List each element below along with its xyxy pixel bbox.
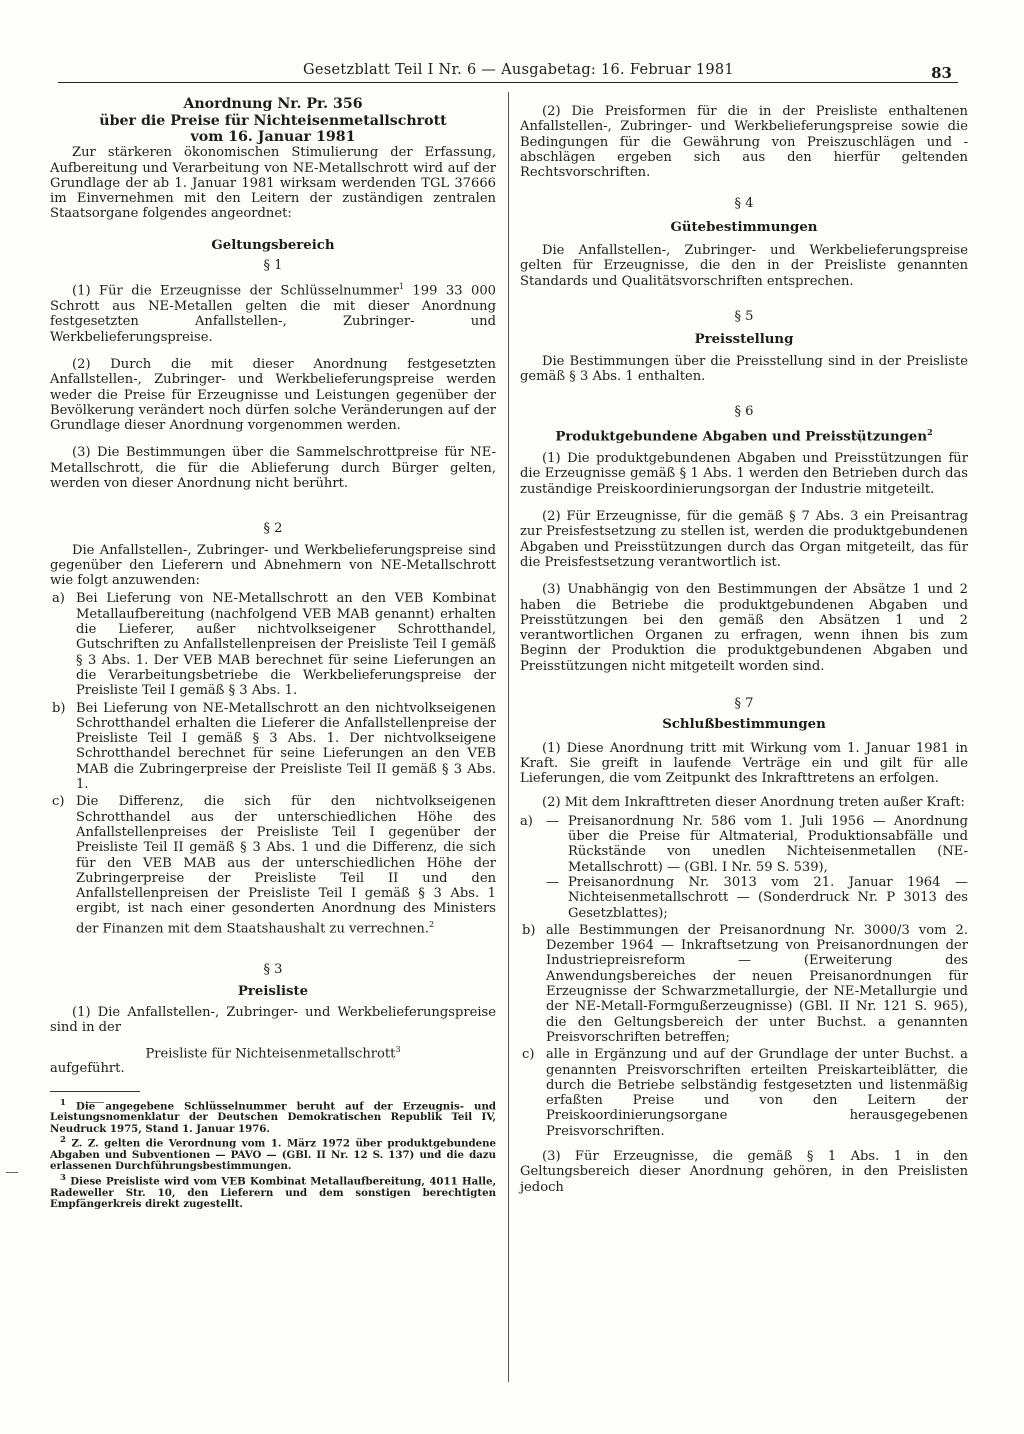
footnote-ref: 3	[395, 1044, 401, 1054]
footnote-2: $^2$ Z. Z. gelten die Verordnung vom 1. März 1972 über produktgebundene Abgaben und Subventionen — PAVO — (GBl. II Nr. 12 S. 137) und die dazu erlassenen Durchführungsbestimmungen.	[50, 1135, 496, 1173]
section-6-paragraph-2: (2) Für Erzeugnisse, für die gemäß § 7 Abs. 3 ein Preisantrag zur Preisfestsetzung zu stellen ist, werden die produktgebundenen Abgaben und Preisstützungen durch das Organ mitgeteilt, das für die Preisfestsetzung verantwortlich ist.	[520, 509, 968, 570]
section-4-paragraph: Die Anfallstellen-, Zubringer- und Werkbelieferungspreise gelten für Erzeugnisse, die den in der Preisliste genannten Standards und Qualitätsvorschriften entsprechen.	[520, 243, 968, 289]
footnote-ref: 1	[398, 282, 404, 292]
header-rule	[58, 82, 958, 83]
section-6-paragraph-3: (3) Unabhängig von den Bestimmungen der Absätze 1 und 2 haben die Betriebe die produktgebundenen Abgaben und Preisstützungen bei den gemäß den Absätzen 1 und 2 verantwortlichen Organen zu erfragen, wenn ihnen bis zum Beginn der Produktion die produktgebundenen Abgaben und Preisstützungen nicht mitgeteilt worden sind.	[520, 582, 968, 674]
price-list-name: Preisliste für Nichteisenmetallschrott$^3$	[145, 1044, 401, 1061]
heading-preisliste: Preisliste	[237, 983, 309, 999]
repeal-item-c: c) alle in Ergänzung und auf der Grundlage der unter Buchst. a genannten Preisvorschriften erteilten Preiskarteiblätter, die durch die Betriebe selbständig festgesetzten und listenmäßig erfaßten Preise und von den Leitern der Preiskoordinierungsorgane herausgegebenen Preisvorschriften.	[522, 1047, 968, 1139]
heading-schlussbestimmungen: Schlußbestimmungen	[662, 717, 826, 733]
document-date: vom 16. Januar 1981	[190, 129, 356, 145]
heading-guetebestimmungen: Gütebestimmungen	[670, 219, 818, 235]
section-1-paragraph-1: (1) Für die Erzeugnisse der Schlüsselnummer$^1$ 199 33 000 Schrott aus NE-Metallen gelten die mit dieser Anordnung festgesetzten Anfallstellen-, Zubringer- und Werkbelieferungspreise.	[50, 282, 496, 345]
section-3-end: aufgeführt.	[50, 1061, 125, 1077]
heading-geltungsbereich: Geltungsbereich	[211, 237, 335, 253]
footnote-rule	[50, 1091, 140, 1092]
document-title-line1: Anordnung Nr. Pr. 356	[183, 96, 363, 112]
right-column	[520, 104, 968, 1195]
section-7-mark: § 7	[734, 696, 754, 712]
section-5-mark: § 5	[734, 308, 754, 324]
repeal-item-a2: — Preisanordnung Nr. 3013 vom 21. Januar 1964 — Nichteisenmetallschrott — (Sonderdruck Nr. P 3013 des Gesetzblattes);	[546, 875, 968, 921]
section-5-paragraph: Die Bestimmungen über die Preisstellung sind in der Preisliste gemäß § 3 Abs. 1 enthalten.	[520, 353, 968, 384]
left-column	[50, 96, 496, 1210]
list-item-c: c) Die Differenz, die sich für den nichtvolkseigenen Schrotthandel aus der unterschiedlichen Höhe des Anfallstellenpreises der Preisliste Teil I gegenüber der Preisliste Teil II gemäß § 3 Abs. 1 und die Differenz, die sich für den VEB MAB aus der unterschiedlichen Höhe der Zubringerpreise der Preisliste Teil II und den Anfallstellenpreisen der Preisliste Teil I gemäß § 3 Abs. 1 ergibt, ist nach einer gesonderten Anordnung des Ministers der Finanzen mit dem Staatshaushalt zu verrechnen.$^2$	[52, 794, 496, 937]
section-3-mark: § 3	[263, 962, 283, 978]
footnote-3: $^3$ Diese Preisliste wird vom VEB Kombinat Metallaufbereitung, 4011 Halle, Radeweller Str. 10, den Lieferern und dem sonstigen berechtigten Empfängerkreis direkt zugestellt.	[50, 1172, 496, 1210]
margin-mark	[6, 1172, 18, 1173]
heading-abgaben: Produktgebundene Abgaben und Preisstützungen$^2$	[555, 427, 933, 445]
section-2-mark: § 2	[263, 521, 283, 537]
section-7-paragraph-2: (2) Mit dem Inkrafttreten dieser Anordnung treten außer Kraft:	[542, 794, 965, 810]
section-1-mark: § 1	[263, 258, 283, 274]
section-1-paragraph-3: (3) Die Bestimmungen über die Sammelschrottpreise für NE-Metallschrott, die für die Ablieferung durch Bürger gelten, werden von dieser Anordnung nicht berührt.	[50, 445, 496, 491]
section-7-paragraph-1: (1) Diese Anordnung tritt mit Wirkung vom 1. Januar 1981 in Kraft. Sie greift in laufende Verträge ein und gilt für alle Lieferungen, die vom Zeitpunkt des Inkrafttretens an erfolgen.	[520, 740, 968, 787]
section-2-intro: Die Anfallstellen-, Zubringer- und Werkbelieferungspreise sind gegenüber den Lieferern und Abnehmern von NE-Metallschrott wie folgt anzuwenden:	[50, 542, 496, 589]
section-7-paragraph-3: (3) Für Erzeugnisse, die gemäß § 1 Abs. 1 in den Geltungsbereich dieser Anordnung gehören, in den Preislisten jedoch	[520, 1149, 968, 1195]
preamble: Zur stärkeren ökonomischen Stimulierung der Erfassung, Aufbereitung und Verarbeitung von NE-Metallschrott wird auf der Grundlage der ab 1. Januar 1981 wirksam werdenden TGL 37666 im Einvernehmen mit den Leitern der zuständigen zentralen Staatsorgane folgendes angeordnet:	[50, 145, 496, 222]
list-item-b: b) Bei Lieferung von NE-Metallschrott an den nichtvolkseigenen Schrotthandel erhalten die Lieferer die Anfallstellenpreise der Preisliste Teil I gemäß § 3 Abs. 1. Der nichtvolkseigene Schrotthandel berechnet für seine Lieferungen an den VEB MAB die Zubringerpreise der Preisliste Teil II gemäß § 3 Abs. 1.	[52, 700, 496, 793]
column-divider	[508, 92, 509, 1382]
footnote-ref: 2	[927, 427, 933, 438]
repeal-item-a1: a) — Preisanordnung Nr. 586 vom 1. Juli 1956 — Anordnung über die Preise für Altmaterial, Produktionsabfälle und Rückstände von unedlen Nichteisenmetallen (NE-Metallschrott) — (GBl. I Nr. 59 S. 539),	[520, 813, 968, 875]
repeal-item-b: b) alle Bestimmungen der Preisanordnung Nr. 3000/3 vom 2. Dezember 1964 — Inkraftsetzung von Preisanordnungen der Industriepreisreform — (Erweiterung des Anwendungsbereiches der neuen Preisanordnungen für Erzeugnisse der Schwarzmetallurgie, der NE-Metallurgie und der NE-Metall-Formgußerzeugnisse) (GBl. II Nr. 121 S. 965), die den Geltungsbereich der unter Buchst. a genannten Preisvorschriften betreffen;	[522, 922, 968, 1045]
section-1-paragraph-2: (2) Durch die mit dieser Anordnung festgesetzten Anfallstellen-, Zubringer- und Werkbelieferungspreise werden weder die Preise für Erzeugnisse und Leistungen gegenüber der Bevölkerung verändert noch dürfen solche Veränderungen auf der Grundlage dieser Anordnung vorgenommen werden.	[50, 356, 496, 434]
page-number: 83	[931, 64, 952, 82]
document-title-line2: über die Preise für Nichteisenmetallschrott	[99, 113, 447, 129]
section-4-mark: § 4	[734, 196, 754, 212]
section-6-mark: § 6	[734, 404, 754, 420]
section-3-paragraph-2: (2) Die Preisformen für die in der Preisliste enthaltenen Anfallstellen-, Zubringer- und Werkbelieferungspreise sowie die Bedingungen für die Gewährung von Preiszuschlägen und -abschlägen ergeben sich aus den hierfür geltenden Rechtsvorschriften.	[520, 104, 968, 181]
heading-preisstellung: Preisstellung	[694, 332, 794, 348]
header-title: Gesetzblatt Teil I Nr. 6 — Ausgabetag: 16. Februar 1981	[303, 62, 734, 78]
footnote-1: $^1$ Die angegebene Schlüsselnummer beruht auf der Erzeugnis- und Leistungsnomenklatur der Deutschen Demokratischen Republik Teil IV, Neudruck 1975, Stand 1. Januar 1976.	[50, 1097, 496, 1135]
section-3-paragraph-1: (1) Die Anfallstellen-, Zubringer- und Werkbelieferungspreise sind in der	[50, 1004, 496, 1036]
footnote-ref: 2	[429, 919, 435, 929]
section-6-paragraph-1: (1) Die produktgebundenen Abgaben und Preisstützungen für die Erzeugnisse gemäß § 1 Abs. 1 werden den Betrieben durch das zuständige Preiskoordinierungsorgan der Industrie mitgeteilt.	[520, 451, 968, 497]
list-item-a: a) Bei Lieferung von NE-Metallschrott an den VEB Kombinat Metallaufbereitung (nachfolgend VEB MAB genannt) erhalten die Lieferer, außer nichtvolkseigener Schrotthandel, Gutschriften zu Anfallstellenpreisen der Preisliste Teil I gemäß § 3 Abs. 1. Der VEB MAB berechnet für seine Lieferungen an die Verarbeitungsbetriebe die Werkbelieferungspreise der Preisliste Teil I gemäß § 3 Abs. 1.	[52, 591, 496, 699]
page-header	[58, 56, 958, 86]
